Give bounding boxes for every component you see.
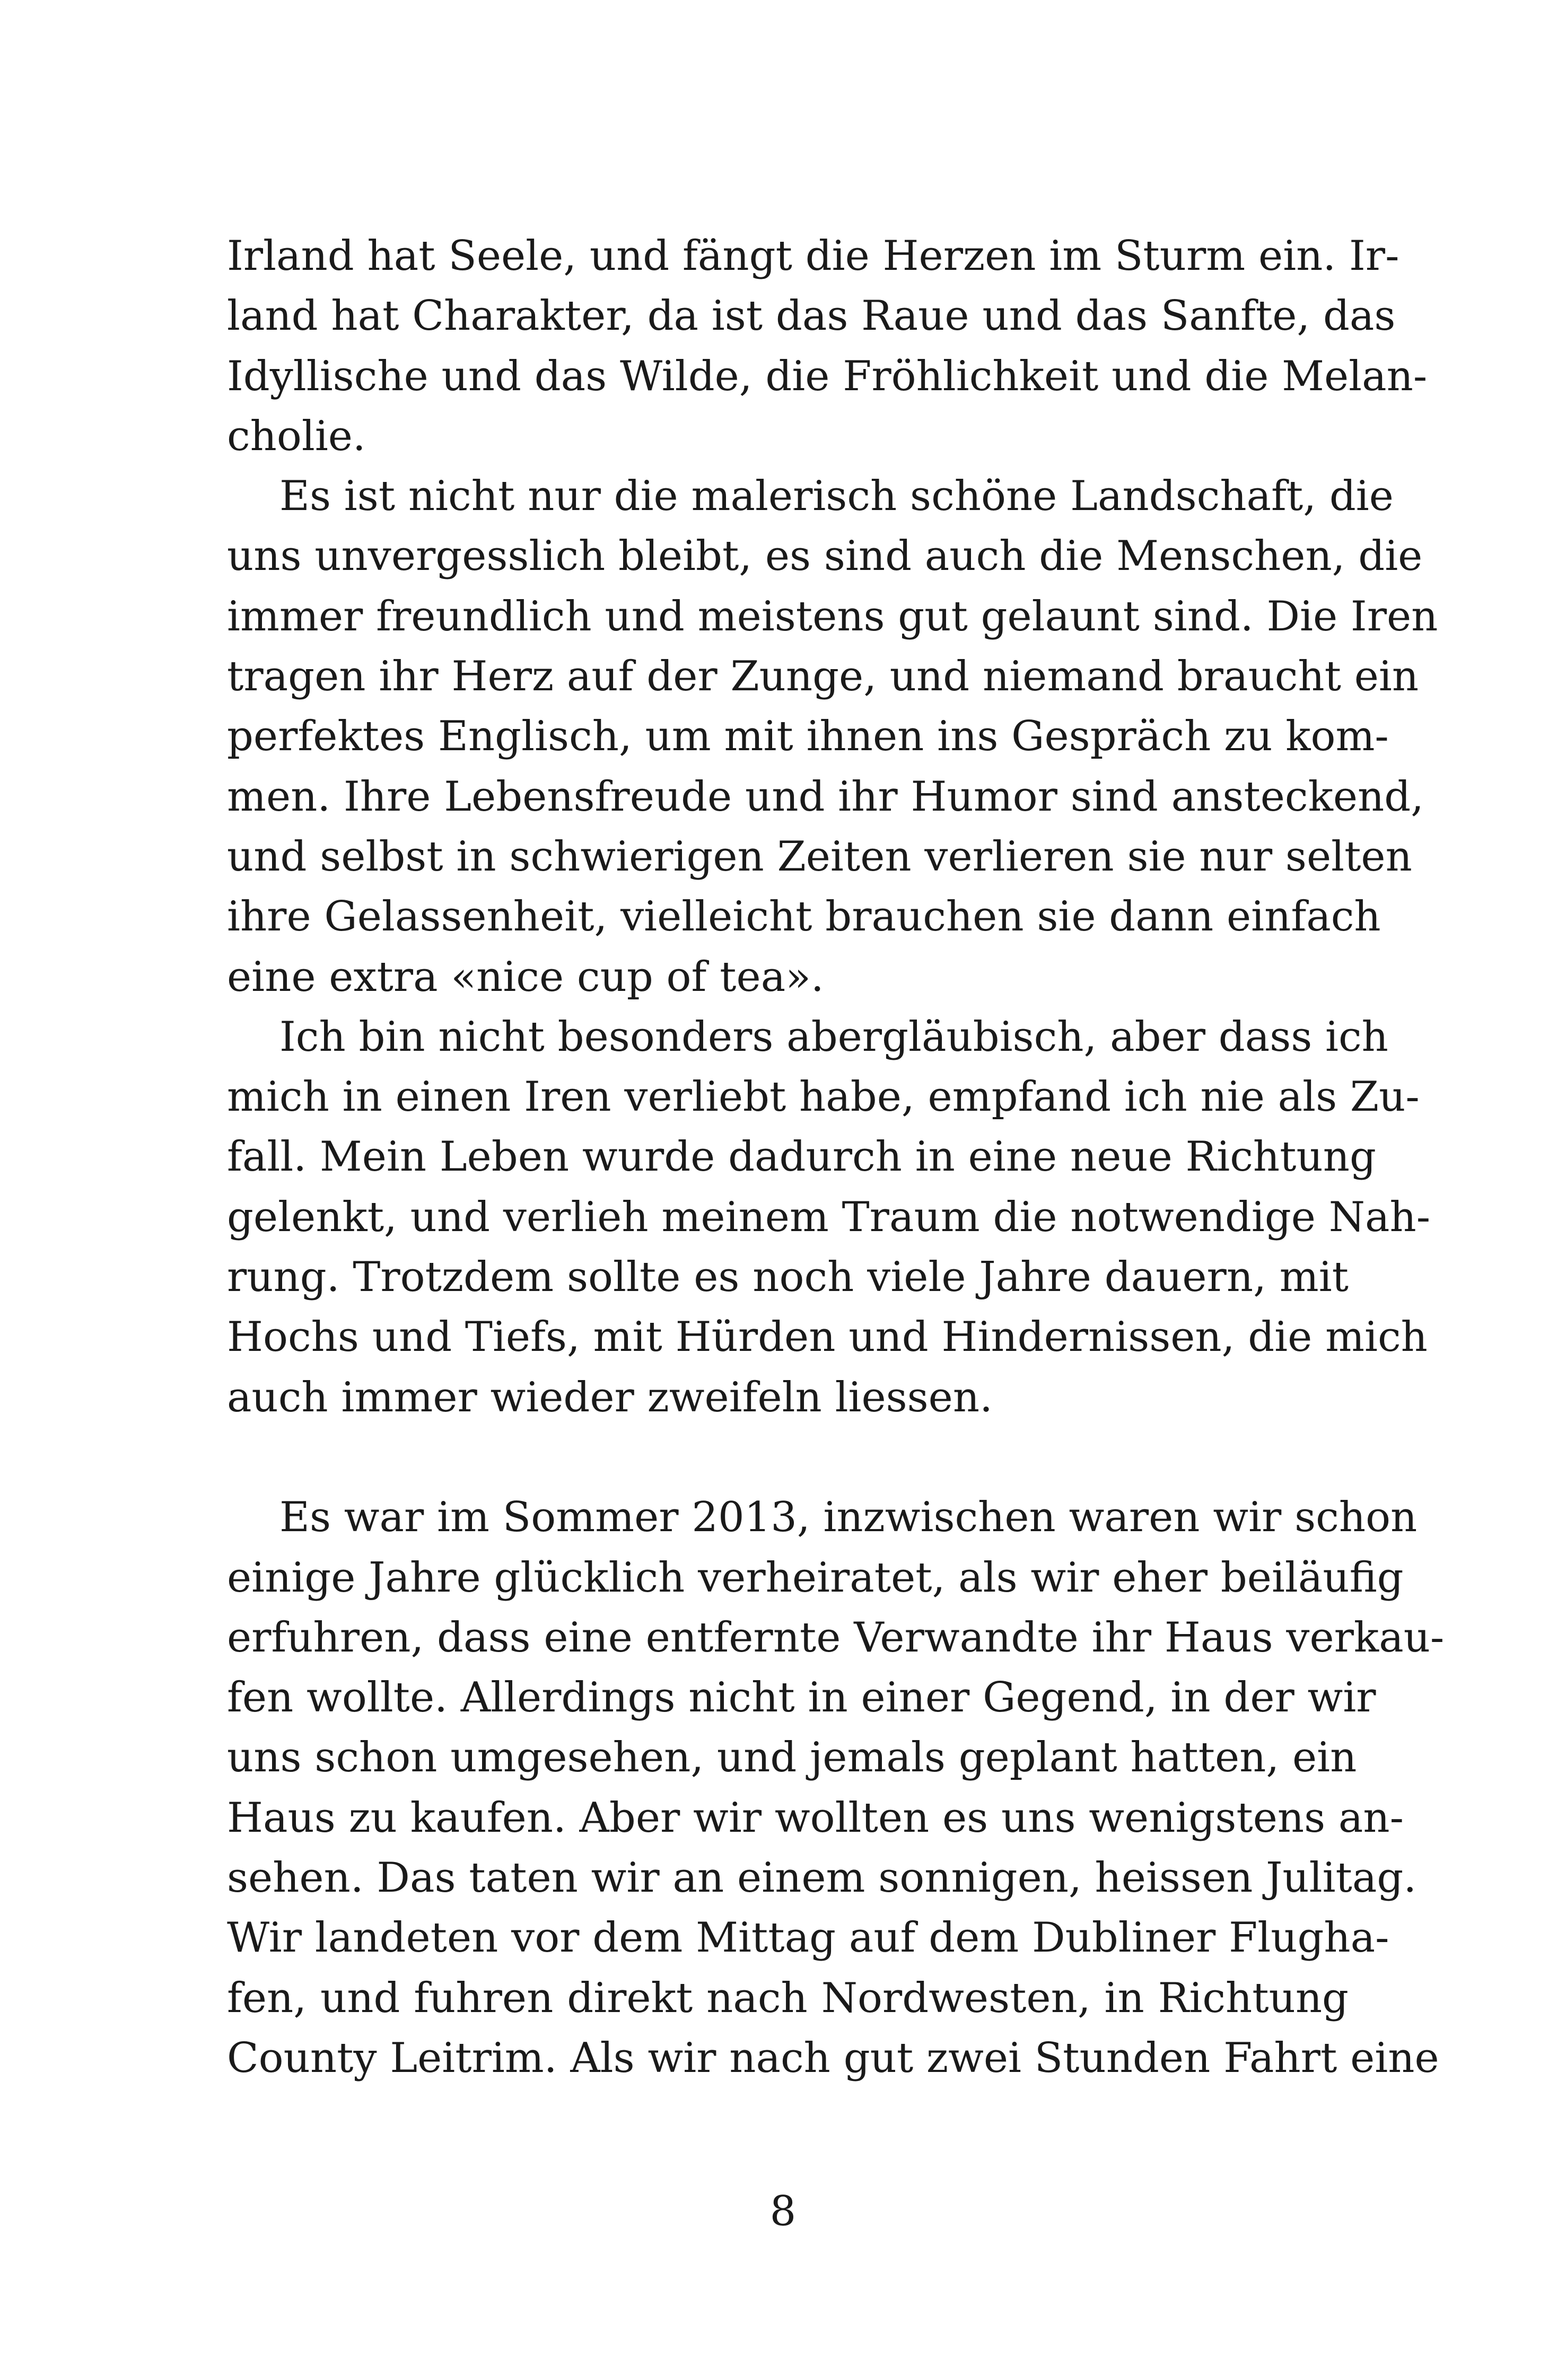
paragraph-1 (227, 226, 1428, 467)
text-line: men. Ihre Lebensfreude und ihr Humor sind ansteckend, (227, 772, 1424, 821)
text-line: gelenkt, und verlieh meinem Traum die notwendige Nah- (227, 1193, 1431, 1241)
paragraph-2 (227, 467, 1438, 1007)
text-line: einige Jahre glücklich verheiratet, als wir eher beiläufig (227, 1553, 1404, 1602)
text-line: sehen. Das taten wir an einem sonnigen, heissen Julitag. (227, 1854, 1417, 1902)
text-line: perfektes Englisch, um mit ihnen ins Gespräch zu kom- (227, 713, 1389, 761)
text-line: Es ist nicht nur die malerisch schöne Landschaft, die (279, 472, 1394, 521)
text-line: land hat Charakter, da ist das Raue und das Sanfte, das (227, 292, 1396, 340)
section-break (227, 1428, 1349, 1488)
paragraph-3 (227, 1007, 1431, 1428)
text-line: immer freundlich und meistens gut gelaunt sind. Die Iren (227, 592, 1438, 640)
text-line: mich in einen Iren verliebt habe, empfand ich nie als Zu- (227, 1073, 1420, 1121)
text-line: Idyllische und das Wilde, die Fröhlichkeit und die Melan- (227, 352, 1428, 400)
text-line: Hochs und Tiefs, mit Hürden und Hindernissen, die mich (227, 1313, 1428, 1362)
text-line: uns unvergesslich bleibt, es sind auch die Menschen, die (227, 532, 1423, 581)
text-line: fen, und fuhren direkt nach Nordwesten, in Richtung (227, 1974, 1349, 2022)
text-line: Es war im Sommer 2013, inzwischen waren wir schon (279, 1494, 1418, 1542)
text-line: fall. Mein Leben wurde dadurch in eine neue Richtung (227, 1133, 1376, 1181)
text-line: Ich bin nicht besonders abergläubisch, aber dass ich (279, 1013, 1388, 1061)
text-line: rung. Trotzdem sollte es noch viele Jahre dauern, mit (227, 1253, 1349, 1302)
text-line: ihre Gelassenheit, vielleicht brauchen sie dann einfach (227, 893, 1381, 941)
text-line: Wir landeten vor dem Mittag auf dem Dubliner Flugha- (227, 1914, 1389, 1962)
paragraph-4 (227, 1488, 1445, 2088)
text-line: fen wollte. Allerdings nicht in einer Gegend, in der wir (227, 1674, 1376, 1722)
text-line: cholie. (227, 412, 366, 460)
body-text (227, 226, 1445, 2088)
text-line: County Leitrim. Als wir nach gut zwei Stunden Fahrt eine (227, 2034, 1439, 2082)
page-number: 8 (769, 2188, 797, 2235)
text-line: tragen ihr Herz auf der Zunge, und niemand braucht ein (227, 653, 1419, 701)
text-line: Haus zu kaufen. Aber wir wollten es uns wenigstens an- (227, 1794, 1404, 1842)
text-line: eine extra «nice cup of tea». (227, 953, 824, 1001)
text-line: Irland hat Seele, und fängt die Herzen im Sturm ein. Ir- (227, 232, 1399, 280)
text-line: uns schon umgesehen, und jemals geplant hatten, ein (227, 1734, 1357, 1782)
text-line: und selbst in schwierigen Zeiten verlieren sie nur selten (227, 832, 1412, 881)
text-line: auch immer wieder zweifeln liessen. (227, 1373, 993, 1421)
text-line: erfuhren, dass eine entfernte Verwandte ihr Haus verkau- (227, 1613, 1445, 1662)
